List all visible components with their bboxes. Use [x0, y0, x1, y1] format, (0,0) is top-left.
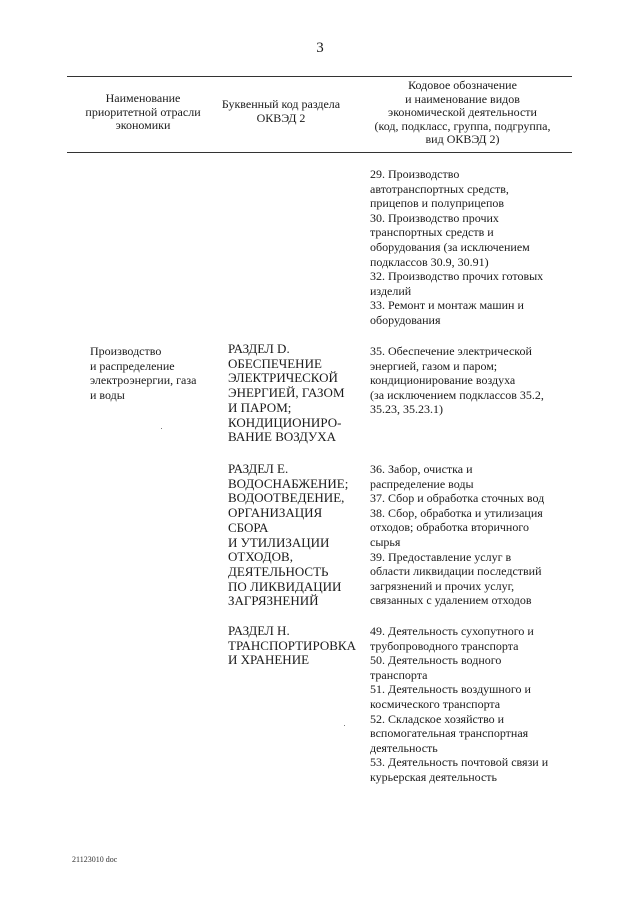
industry-name: Производство и распределение электроэнергии, газа и воды	[90, 344, 197, 402]
header-industry: Наименование приоритетной отрасли экономики	[85, 91, 201, 132]
header-bottom-rule	[67, 152, 572, 153]
section-d-name: РАЗДЕЛ D. ОБЕСПЕЧЕНИЕ ЭЛЕКТРИЧЕСКОЙ ЭНЕРГИЕЙ, ГАЗОМ И ПАРОМ; КОНДИЦИОНИРО- ВАНИЕ ВОЗДУХА	[228, 341, 345, 445]
header-section-code: Буквенный код раздела ОКВЭД 2	[221, 97, 341, 125]
section-h-codes: 49. Деятельность сухопутного и трубопроводного транспорта 50. Деятельность водного транспорта 51. Деятельность воздушного и космического транспорта 52. Складское хозяйство и вспомогательная транспортная деятельность 53. Деятельность почтовой связи и курьерская деятельность	[370, 624, 549, 784]
footer-filename: 21123010 doc	[72, 855, 118, 864]
scan-speck	[344, 725, 345, 726]
section-e-codes: 36. Забор, очистка и распределение воды 37. Сбор и обработка сточных вод 38. Сбор, обработка и утилизация отходов; обработка вторичного сырья 39. Предоставление услуг в области ликвидации последствий загрязнений и прочих услуг, связанных с удалением отходов	[370, 462, 545, 608]
continued-activity-codes: 29. Производство автотранспортных средств, прицепов и полуприцепов 30. Производство прочих транспортных средств и оборудования (за исключением подклассов 30.9, 30.91) 32. Производство прочих готовых изделий 33. Ремонт и монтаж машин и оборудования	[370, 167, 544, 327]
table-top-rule	[67, 76, 572, 77]
header-activity-codes: Кодовое обозначение и наименование видов экономической деятельности (код, подкласс, группа, подгруппа, вид ОКВЭД 2)	[374, 78, 551, 146]
page-number: 3	[316, 40, 324, 56]
scan-speck	[161, 428, 162, 429]
section-e-name: РАЗДЕЛ Е. ВОДОСНАБЖЕНИЕ; ВОДООТВЕДЕНИЕ, ОРГАНИЗАЦИЯ СБОРА И УТИЛИЗАЦИИ ОТХОДОВ, ДЕЯТЕЛЬНОСТЬ ПО ЛИКВИДАЦИИ ЗАГРЯЗНЕНИЙ	[228, 461, 349, 609]
section-d-codes: 35. Обеспечение электрической энергией, газом и паром; кондиционирование воздуха (за исключением подклассов 35.2, 35.23, 35.23.1)	[370, 344, 544, 417]
section-h-name: РАЗДЕЛ Н. ТРАНСПОРТИРОВКА И ХРАНЕНИЕ	[228, 623, 356, 668]
